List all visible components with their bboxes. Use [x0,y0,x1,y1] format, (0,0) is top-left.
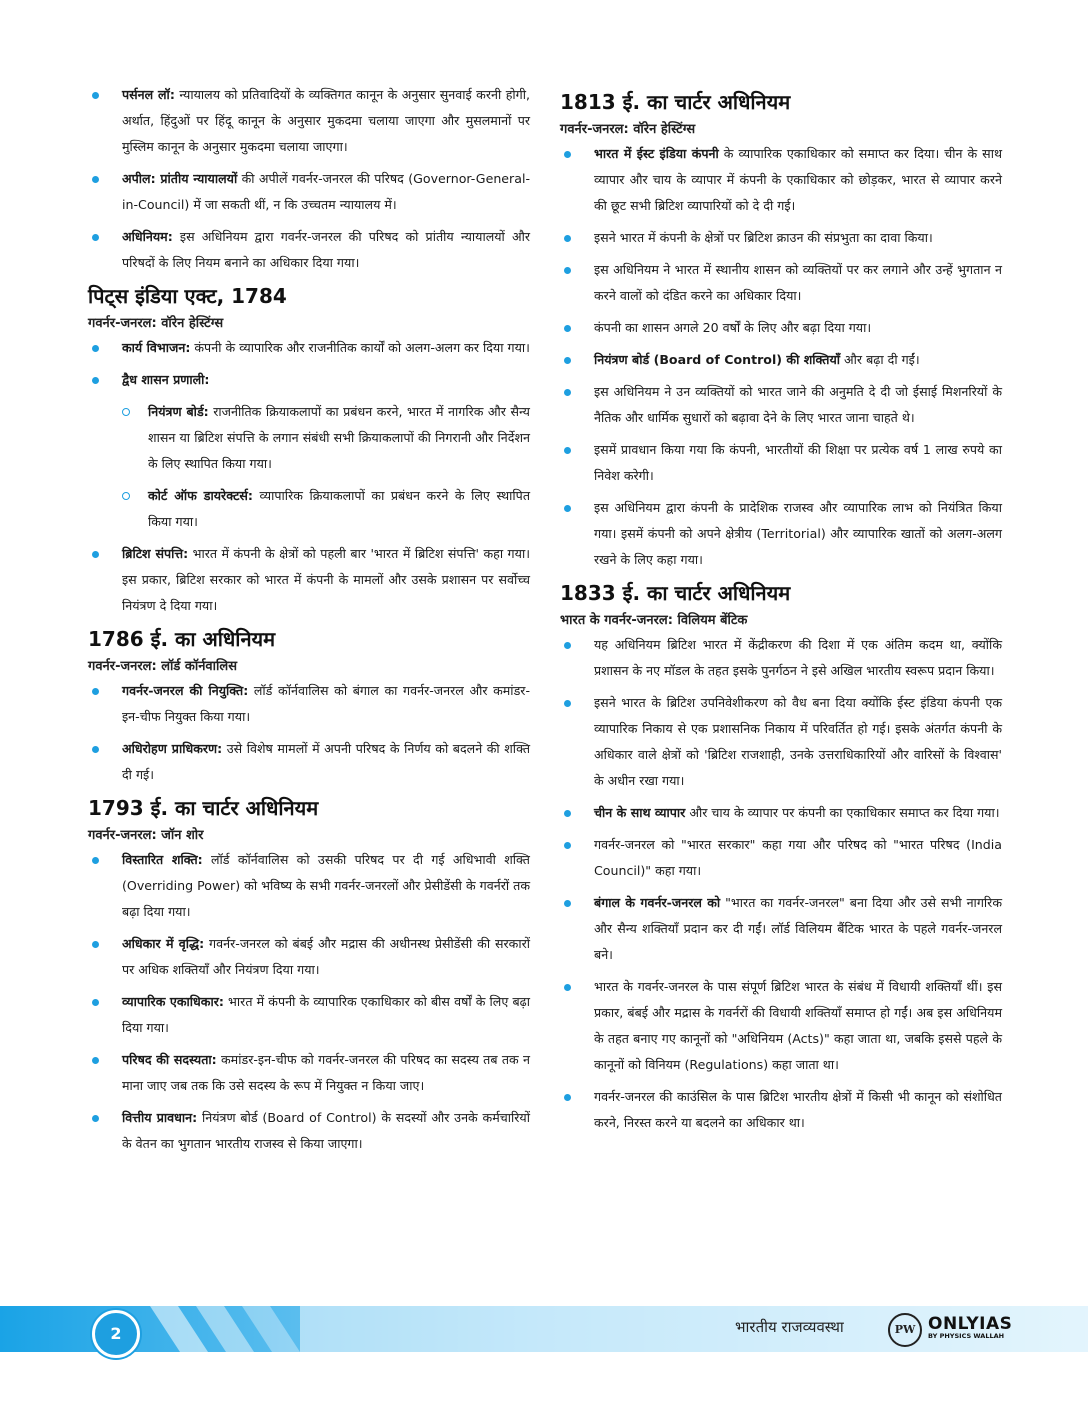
bullet-list [560,141,1002,573]
list-item [88,931,530,983]
page-number: 2 [92,1310,140,1358]
item-text: "भारत का गवर्नर-जनरल" बना दिया और उसे सभी नागरिक और सैन्य शक्तियाँ प्रदान कर दी गईं। लॉर्ड विलियम बैंटिक भारत के पहले गवर्नर-जनरल बने। [594,895,1002,962]
item-heading: ब्रिटिश संपत्ति: [122,546,189,561]
item-text: इस अधिनियम ने भारत में स्थानीय शासन को व्यक्तियों पर कर लगाने और उन्हें भुगतान न करने वालों को दंडित करने का अधिकार दिया। [594,262,1002,303]
item-text: व्यापारिक क्रियाकलापों का प्रबंधन करने के लिए स्थापित किया गया। [148,488,530,529]
list-item [560,632,1002,684]
pw-logo-icon: PW [888,1313,922,1347]
list-item [560,1084,1002,1136]
bullet-list [88,82,530,276]
left-column [88,82,530,1163]
item-heading: अधिरोहण प्राधिकरण: [122,741,223,756]
list-item [88,736,530,788]
bullet-list [88,847,530,1157]
item-heading: कार्य विभाजन: [122,340,191,355]
item-heading: कोर्ट ऑफ डायरेक्टर्स: [148,488,253,503]
item-text: लॉर्ड कॉर्नवालिस को उसकी परिषद पर दी गई अधिभावी शक्ति (Overriding Power) को भविष्य के सभी गवर्नर-जनरलों और प्रेसीडेंसी के गवर्नरों तक बढ़ा दिया गया। [122,852,530,919]
item-text: इस अधिनियम द्वारा कंपनी के प्रादेशिक राजस्व और व्यापारिक लाभ को नियंत्रित किया गया। इसमें कंपनी को अपने क्षेत्रीय (Territorial) और व्यापारिक खातों को अलग-अलग रखने के लिए कहा गया। [594,500,1002,567]
item-heading: अपील: प्रांतीय न्यायालयों [122,171,238,186]
item-heading: चीन के साथ व्यापार [594,805,686,820]
item-heading: बंगाल के गवर्नर-जनरल को [594,895,721,910]
brand-name: ONLYIAS [928,1314,1013,1334]
item-heading: पर्सनल लॉ: [122,87,175,102]
list-item [88,1105,530,1157]
list-item [88,989,530,1041]
item-heading: वित्तीय प्रावधान: [122,1110,198,1125]
section-heading: पिट्स इंडिया एक्ट, 1784 [88,284,287,308]
governor-general-line: गवर्नर-जनरल: वॉरेन हेस्टिंग्स [560,122,696,137]
item-text: गवर्नर-जनरल को बंबई और मद्रास की अधीनस्थ प्रेसीडेंसी की सरकारों पर अधिक शक्तियाँ और नियंत्रण दिया गया। [122,936,530,977]
bullet-list [88,678,530,788]
item-heading: अधिकार में वृद्धि: [122,936,205,951]
item-text: इसमें प्रावधान किया गया कि कंपनी, भारतीयों की शिक्षा पर प्रत्येक वर्ष 1 लाख रुपये का निवेश करेगी। [594,442,1002,483]
governor-general-line: भारत के गवर्नर-जनरल: विलियम बेंटिक [560,613,748,628]
brand-subtitle: BY PHYSICS WALLAH [928,1332,1005,1340]
item-text: इस अधिनियम ने उन व्यक्तियों को भारत जाने की अनुमति दे दी जो ईसाई मिशनरियों के नैतिक और धार्मिक सुधारों को बढ़ावा देने के लिए भारत जाना चाहते थे। [594,384,1002,425]
list-item [560,974,1002,1078]
section-heading: 1833 ई. का चार्टर अधिनियम [560,581,791,605]
item-text: उसे विशेष मामलों में अपनी परिषद के निर्णय को बदलने की शक्ति दी गई। [122,741,530,782]
item-heading: विस्तारित शक्ति: [122,852,203,867]
item-text: भारत के गवर्नर-जनरल के पास संपूर्ण ब्रिटिश भारत के संबंध में विधायी शक्तियाँ थीं। इस प्रकार, बंबई और मद्रास के गवर्नरों की विधायी शक्तियाँ समाप्त हो गईं। अब इस अधिनियम के तहत बनाए गए कानूनों को "अधिनियम (Acts)" कहा जाता था, जबकि इससे पहले के कानूनों को विनियम (Regulations) कहा जाता था। [594,979,1002,1072]
item-heading: भारत में ईस्ट इंडिया कंपनी [594,146,719,161]
list-item [560,141,1002,219]
list-item [560,347,1002,373]
item-heading: नियंत्रण बोर्ड: [148,404,209,419]
item-text: गवर्नर-जनरल को "भारत सरकार" कहा गया और परिषद को "भारत परिषद (India Council)" कहा गया। [594,837,1002,878]
book-title: भारतीय राजव्यवस्था [735,1318,844,1336]
item-heading: द्वैध शासन प्रणाली: [122,372,210,387]
item-text: गवर्नर-जनरल की काउंसिल के पास ब्रिटिश भारतीय क्षेत्रों में किसी भी कानून को संशोधित करने, निरस्त करने या बदलने का अधिकार था। [594,1089,1002,1130]
item-heading: नियंत्रण बोर्ड (Board of Control) की शक्तियाँ [594,352,841,367]
item-text: और चाय के व्यापार पर कंपनी का एकाधिकार समाप्त कर दिया गया। [685,805,1000,820]
list-item [88,82,530,160]
item-heading: अधिनियम: [122,229,173,244]
section-heading: 1786 ई. का अधिनियम [88,627,276,651]
list-item [88,367,530,393]
list-item [560,690,1002,794]
item-text: कमांडर-इन-चीफ को गवर्नर-जनरल की परिषद का सदस्य तब तक न माना जाए जब तक कि उसे सदस्य के रूप में नियुक्त न किया जाए। [122,1052,530,1093]
item-text: इसने भारत के ब्रिटिश उपनिवेशीकरण को वैध बना दिया क्योंकि ईस्ट इंडिया कंपनी एक व्यापारिक निकाय से एक प्रशासनिक निकाय में परिवर्तित हो गई। इसके अंतर्गत कंपनी के अधिकार वाले क्षेत्रों को 'ब्रिटिश राजशाही, उनके उत्तराधिकारियों और वारिसों के विश्वास' के अधीन रखा गया। [594,695,1002,788]
list-item [560,800,1002,826]
list-item [560,495,1002,573]
list-item [88,678,530,730]
list-item [88,335,530,361]
item-text: राजनीतिक क्रियाकलापों का प्रबंधन करने, भारत में नागरिक और सैन्य शासन या ब्रिटिश संपत्ति के लगान संबंधी सभी क्रियाकलापों की निगरानी और निर्देशन के लिए स्थापित किया गया। [148,404,530,471]
item-text: लॉर्ड कॉर्नवालिस को बंगाल का गवर्नर-जनरल और कमांडर-इन-चीफ नियुक्त किया गया। [122,683,531,724]
governor-general-line: गवर्नर-जनरल: वॉरेन हेस्टिंग्स [88,316,224,331]
item-text: भारत में कंपनी के क्षेत्रों को पहली बार 'भारत में ब्रिटिश संपत्ति' कहा गया। इस प्रकार, ब्रिटिश सरकार को भारत में कंपनी के मामलों और उसके प्रशासन पर सर्वोच्च नियंत्रण दे दिया गया। [122,546,530,613]
item-heading: गवर्नर-जनरल की नियुक्ति: [122,683,249,698]
list-item [560,379,1002,431]
item-text: यह अधिनियम ब्रिटिश भारत में केंद्रीकरण की दिशा में एक अंतिम कदम था, क्योंकि प्रशासन के नए मॉडल के तहत इसके पुनर्गठन ने इसे अखिल भारतीय स्वरूप प्रदान किया। [594,637,1002,678]
list-item [88,224,530,276]
item-text: कंपनी का शासन अगले 20 वर्षों के लिए और बढ़ा दिया गया। [594,320,872,335]
list-item [560,437,1002,489]
governor-general-line: गवर्नर-जनरल: लॉर्ड कॉर्नवालिस [88,659,237,674]
item-text: कंपनी के व्यापारिक और राजनीतिक कार्यों को अलग-अलग कर दिया गया। [190,340,530,355]
item-text: नियंत्रण बोर्ड (Board of Control) के सदस्यों और उनके कर्मचारियों के वेतन का भुगतान भारतीय राजस्व से किया जाएगा। [122,1110,530,1151]
item-text: भारत में कंपनी के व्यापारिक एकाधिकार को बीस वर्षों के लिए बढ़ा दिया गया। [122,994,530,1035]
list-item [88,847,530,925]
governor-general-line: गवर्नर-जनरल: जॉन शोर [88,828,204,843]
list-item [560,832,1002,884]
right-column [560,82,1002,1142]
item-heading: परिषद की सदस्यता: [122,1052,217,1067]
sub-list-item [88,483,530,535]
brand-logo [888,1313,1012,1347]
item-text: के व्यापारिक एकाधिकार को समाप्त कर दिया। चीन के साथ व्यापार और चाय के व्यापार में कंपनी के एकाधिकार को छोड़कर, भारत से व्यापार करने की छूट सभी ब्रिटिश व्यापारियों को दे दी गई। [594,146,1002,213]
sub-list-item [88,399,530,477]
list-item [560,315,1002,341]
section-heading: 1813 ई. का चार्टर अधिनियम [560,90,791,114]
list-item [560,225,1002,251]
bullet-list [560,632,1002,1136]
item-text: इस अधिनियम द्वारा गवर्नर-जनरल की परिषद को प्रांतीय न्यायालयों और परिषदों के लिए नियम बनाने का अधिकार दिया गया। [122,229,530,270]
bullet-list [88,335,530,619]
list-item [88,166,530,218]
list-item [88,1047,530,1099]
item-text: की अपीलें गवर्नर-जनरल की परिषद (Governor-General-in-Council) में जा सकती थीं, न कि उच्चतम न्यायालय में। [122,171,530,212]
list-item [88,541,530,619]
item-heading: व्यापारिक एकाधिकार: [122,994,224,1009]
item-text: इसने भारत में कंपनी के क्षेत्रों पर ब्रिटिश क्राउन की संप्रभुता का दावा किया। [594,230,933,245]
item-text: और बढ़ा दी गईं। [840,352,920,367]
section-heading: 1793 ई. का चार्टर अधिनियम [88,796,319,820]
list-item [560,257,1002,309]
item-text: न्यायालय को प्रतिवादियों के व्यक्तिगत कानून के अनुसार सुनवाई करनी होगी, अर्थात, हिंदुओं पर हिंदू कानून के अनुसार मुकदमा चलाया जाएगा और मुसलमानों पर मुस्लिम कानून के अनुसार मुकदमा चलाया जाएगा। [122,87,530,154]
list-item [560,890,1002,968]
